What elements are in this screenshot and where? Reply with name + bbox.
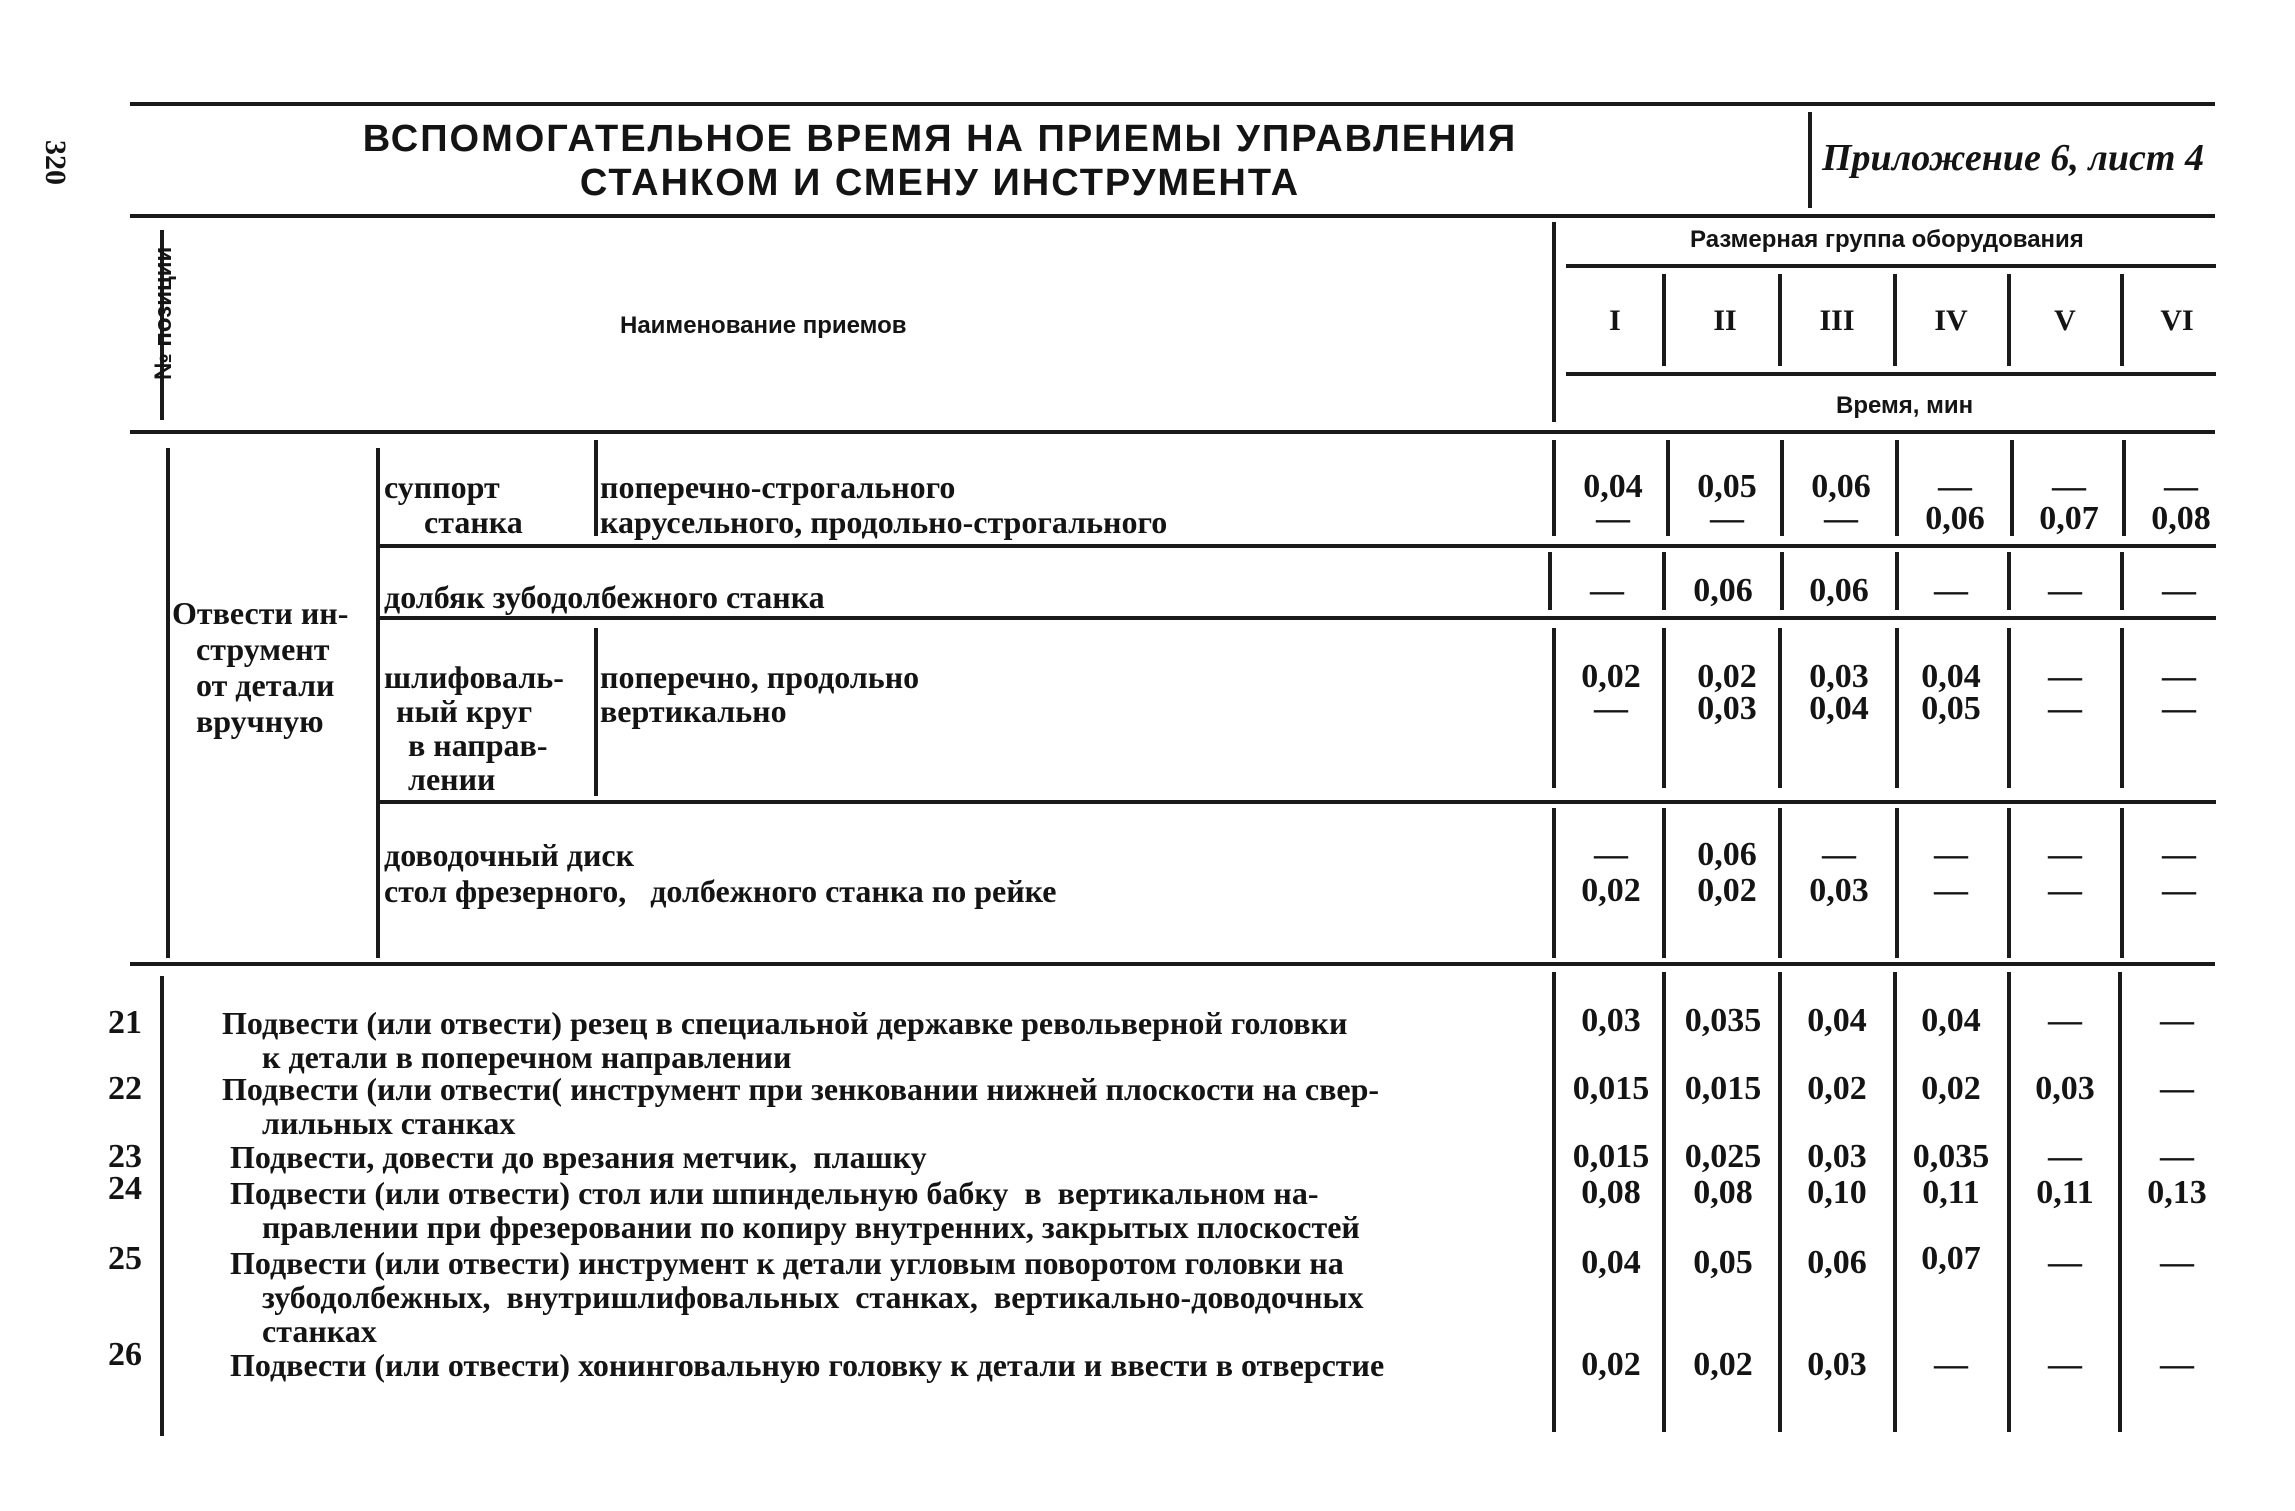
row-22-text-2: лильных станках (262, 1105, 516, 1141)
disk-bottom-III: 0,03 (1809, 872, 1869, 909)
row-26-number: 26 (108, 1336, 142, 1373)
group-header: Размерная группа оборудования (1690, 226, 2084, 253)
support-bottom-V: 0,07 (2039, 500, 2099, 537)
support-divider (594, 440, 598, 536)
row-25-VI: — (2160, 1244, 2194, 1281)
grinding-bottom-VI: — (2162, 690, 2196, 727)
row-21-I: 0,03 (1581, 1002, 1641, 1039)
row-21-VI: — (2160, 1002, 2194, 1039)
grinding-label-1: шлифоваль- (384, 659, 564, 695)
support-top-IV: — (1938, 468, 1972, 505)
row-21-IV: 0,04 (1921, 1002, 1981, 1039)
disk-label-2: стол фрезерного, долбежного станка по рейке (384, 873, 1057, 909)
section-sub-divider (376, 448, 380, 958)
row-24-text-2: правлении при фрезеровании по копиру внутренних, закрытых плоскостей (262, 1209, 1360, 1245)
row-25-I: 0,04 (1581, 1244, 1641, 1281)
header-rule (130, 214, 2215, 218)
row-21-number: 21 (108, 1004, 142, 1041)
disk-label-1: доводочный диск (384, 837, 635, 873)
grinding-top-III: 0,03 (1809, 658, 1869, 695)
disk-top-V: — (2048, 836, 2082, 873)
row-26-IV: — (1934, 1346, 1968, 1383)
row-23-VI: — (2160, 1138, 2194, 1175)
disk-top-VI: — (2162, 836, 2196, 873)
grinding-divider (594, 628, 598, 796)
row-25-number: 25 (108, 1240, 142, 1277)
section-left-border (166, 448, 170, 958)
dolbyak-VI: — (2162, 572, 2196, 609)
row-23-V: — (2048, 1138, 2082, 1175)
top-rule (130, 102, 2215, 106)
support-top-II: 0,05 (1697, 468, 1757, 505)
support-label-1: суппорт (384, 469, 500, 505)
support-top-III: 0,06 (1811, 468, 1871, 505)
row-26-VI: — (2160, 1346, 2194, 1383)
grinding-sub-1: поперечно, продольно (600, 659, 920, 695)
row-23-III: 0,03 (1807, 1138, 1867, 1175)
page-number: 320 (39, 140, 72, 185)
disk-bottom-IV: — (1934, 872, 1968, 909)
grinding-label-4: лении (408, 761, 496, 797)
grinding-sub-2: вертикально (600, 693, 787, 729)
row-25-text-2: зубодолбежных, внутришлифовальных станках, вертикально-доводочных (262, 1279, 1364, 1315)
support-bottom-I: — (1596, 500, 1630, 537)
row-26-V: — (2048, 1346, 2082, 1383)
disk-top-II: 0,06 (1697, 836, 1757, 873)
appendix-label: Приложение 6, лист 4 (1822, 137, 2204, 179)
col-name-header: Наименование приемов (620, 312, 907, 339)
grinding-label-3: в направ- (408, 727, 548, 763)
support-label-2: станка (424, 504, 523, 540)
rows-left-border (160, 976, 164, 1436)
group-III: III (1819, 304, 1855, 337)
group-I: I (1609, 304, 1621, 337)
group-IV: IV (1934, 304, 1968, 337)
page-title-line2: СТАНКОМ И СМЕНУ ИНСТРУМЕНТА (579, 162, 1301, 204)
row-23-number: 23 (108, 1138, 142, 1175)
col-position-header: № позиции (150, 246, 177, 380)
support-top-I: 0,04 (1583, 468, 1643, 505)
section-label-4: вручную (196, 703, 324, 739)
dolbyak-III: 0,06 (1809, 572, 1869, 609)
grinding-bottom-I: — (1594, 690, 1628, 727)
row-22-III: 0,02 (1807, 1070, 1867, 1107)
group-divider (1662, 274, 1666, 366)
support-bottom-II: — (1710, 500, 1744, 537)
group-VI: VI (2160, 304, 2194, 337)
row-24-text-1: Подвести (или отвести) стол или шпиндельную бабку в вертикальном на- (230, 1175, 1319, 1211)
grinding-bottom-IV: 0,05 (1921, 690, 1981, 727)
grinding-label-2: ный круг (396, 693, 533, 729)
page-title-line1: ВСПОМОГАТЕЛЬНОЕ ВРЕМЯ НА ПРИЕМЫ УПРАВЛЕНИЯ (362, 118, 1518, 160)
section-label-1: Отвести ин- (172, 595, 349, 631)
row-24-VI: 0,13 (2147, 1174, 2207, 1211)
disk-top-IV: — (1934, 836, 1968, 873)
support-bottom-IV: 0,06 (1925, 500, 1985, 537)
row-21-II: 0,035 (1684, 1002, 1762, 1039)
support-sub-1: поперечно-строгального (600, 469, 956, 505)
disk-bottom-VI: — (2162, 872, 2196, 909)
grinding-top-II: 0,02 (1697, 658, 1757, 695)
header-bottom-rule (130, 430, 2215, 434)
row-26-II: 0,02 (1693, 1346, 1753, 1383)
row-25-III: 0,06 (1807, 1244, 1867, 1281)
dolbyak-label: долбяк зубодолбежного станка (384, 579, 825, 615)
row-21-text-1: Подвести (или отвести) резец в специальной державке револьверной головки (222, 1005, 1348, 1041)
group-rule (1566, 264, 2216, 268)
row-22-IV: 0,02 (1921, 1070, 1981, 1107)
row-24-III: 0,10 (1807, 1174, 1867, 1211)
row-22-text-1: Подвести (или отвести( инструмент при зенковании нижней плоскости на свер- (222, 1071, 1380, 1107)
support-top-V: — (2052, 468, 2086, 505)
grinding-bottom-V: — (2048, 690, 2082, 727)
row-24-V: 0,11 (2036, 1174, 2094, 1211)
col-name-divider (1552, 222, 1556, 422)
row-25-IV: 0,07 (1921, 1240, 1981, 1277)
grinding-bottom-II: 0,03 (1697, 690, 1757, 727)
value-col-border (1662, 552, 1666, 610)
row-25-text-1: Подвести (или отвести) инструмент к детали угловым поворотом головки на (230, 1245, 1344, 1281)
disk-bottom-II: 0,02 (1697, 872, 1757, 909)
disk-top-I: — (1594, 836, 1628, 873)
appendix-divider (1808, 112, 1812, 208)
row-23-II: 0,025 (1684, 1138, 1762, 1175)
group-II: II (1713, 304, 1737, 337)
grinding-top-VI: — (2162, 658, 2196, 695)
row-21-V: — (2048, 1002, 2082, 1039)
grinding-rule (380, 800, 2216, 804)
row-21-text-2: к детали в поперечном направлении (262, 1039, 792, 1075)
row-25-V: — (2048, 1244, 2082, 1281)
support-top-VI: — (2164, 468, 2198, 505)
row-22-VI: — (2160, 1070, 2194, 1107)
dolbyak-V: — (2048, 572, 2082, 609)
row-25-text-3: станках (262, 1313, 377, 1349)
support-bottom-III: — (1824, 500, 1858, 537)
section-bottom-rule (130, 962, 2215, 966)
row-25-II: 0,05 (1693, 1244, 1753, 1281)
support-sub-2: карусельного, продольно-строгального (600, 504, 1168, 540)
grinding-top-V: — (2048, 658, 2082, 695)
disk-top-III: — (1822, 836, 1856, 873)
row-24-II: 0,08 (1693, 1174, 1753, 1211)
row-22-II: 0,015 (1684, 1070, 1762, 1107)
row-24-number: 24 (108, 1170, 142, 1207)
grinding-top-I: 0,02 (1581, 658, 1641, 695)
row-26-III: 0,03 (1807, 1346, 1867, 1383)
dolbyak-IV: — (1934, 572, 1968, 609)
support-bottom-VI: 0,08 (2151, 500, 2211, 537)
row-23-text-1: Подвести, довести до врезания метчик, плашку (230, 1139, 927, 1175)
time-header: Время, мин (1836, 392, 1974, 419)
section-label-2: струмент (196, 631, 330, 667)
row-24-I: 0,08 (1581, 1174, 1641, 1211)
dolbyak-II: 0,06 (1693, 572, 1753, 609)
row-22-V: 0,03 (2035, 1070, 2095, 1107)
row-21-III: 0,04 (1807, 1002, 1867, 1039)
group-V: V (2054, 304, 2076, 337)
row-23-I: 0,015 (1572, 1138, 1650, 1175)
row-26-I: 0,02 (1581, 1346, 1641, 1383)
grinding-bottom-III: 0,04 (1809, 690, 1869, 727)
time-rule (1566, 372, 2216, 376)
dolbyak-rule (380, 616, 2216, 620)
row-24-IV: 0,11 (1922, 1174, 1980, 1211)
grinding-top-IV: 0,04 (1921, 658, 1981, 695)
row-23-IV: 0,035 (1912, 1138, 1990, 1175)
disk-bottom-V: — (2048, 872, 2082, 909)
disk-bottom-I: 0,02 (1581, 872, 1641, 909)
value-col-border (1552, 440, 1556, 536)
support-rule (380, 544, 2216, 548)
dolbyak-I: — (1590, 572, 1624, 609)
row-22-I: 0,015 (1572, 1070, 1650, 1107)
row-22-number: 22 (108, 1070, 142, 1107)
row-26-text-1: Подвести (или отвести) хонинговальную головку к детали и ввести в отверстие (230, 1347, 1385, 1383)
section-label-3: от детали (196, 667, 335, 703)
